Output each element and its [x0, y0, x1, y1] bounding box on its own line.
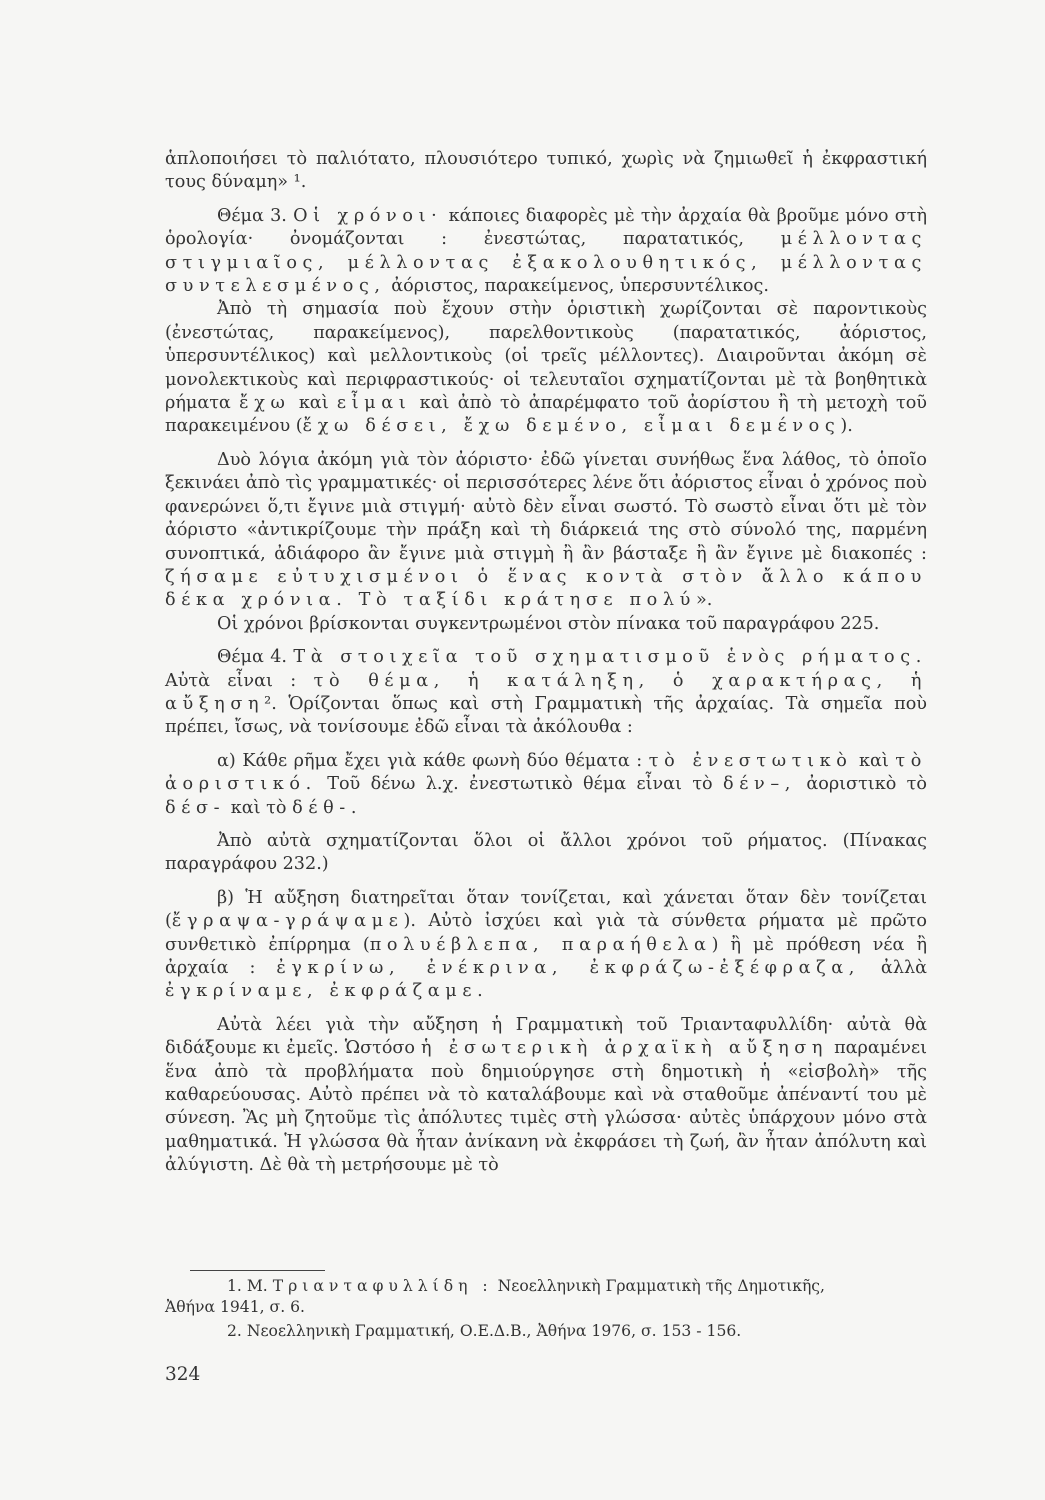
theme-3-label: Θέμα 3.: [217, 205, 294, 226]
text-run: καὶ: [852, 750, 896, 771]
footnote-number: 1. Μ.: [227, 1277, 273, 1295]
text-run: Νεοελληνικὴ Γραμματικὴ τῆς Δημοτικῆς,: [492, 1277, 825, 1295]
spaced-term: ἐγκρίνω, ἐνέκρινα, ἐκφράζω-ἐξέφραζα,: [276, 958, 861, 978]
paragraph-4: [165, 449, 927, 613]
footnote-divider: [190, 1270, 325, 1271]
paragraph-8: Ἀπὸ αὐτὰ σχηματίζονται ὅλοι οἱ ἄλλοι χρόνοι τοῦ ρήματος. (Πίνακας παραγράφου 232.): [165, 830, 927, 875]
spaced-term: ἔγραψα-γράψαμε: [171, 911, 404, 932]
spaced-term: ἔχω δέσει, ἔχω δεμένο, εἶμαι δεμένος: [302, 416, 841, 437]
spaced-term: τὸ ἀοριστικό.: [165, 750, 927, 795]
spaced-term: ζήσαμε εὐτυχισμένοι ὁ ἕνας κοντὰ στὸν ἄλλο κάπου δέκα χρόνια. Τὸ ταξίδι κράτησε πολύ: [165, 566, 927, 611]
footnote-2: 2. Νεοελληνικὴ Γραμματική, Ο.Ε.Δ.Β., Ἀθήνα 1976, σ. 153 - 156.: [227, 1322, 742, 1340]
spaced-term: μέλλοντας στιγμιαῖος, μέλλοντας ἐξακολουθητικός, μέλλοντας συντελεσμένος,: [165, 229, 927, 297]
spaced-term: Τὰ στοιχεῖα τοῦ σχηματισμοῦ ἑνὸς ρήματος.: [293, 647, 927, 668]
paragraph-5: Οἱ χρόνοι βρίσκονται συγκεντρωμένοι στὸν πίνακα τοῦ παραγράφου 225.: [217, 613, 880, 634]
text-run: κάποιες διαφορὲς μὲ τὴν ἀρχαία θὰ βροῦμε μόνο στὴ ὁρολογία· ὀνομάζονται : ἐνεστώτας, παρατατικός,: [165, 205, 927, 250]
text-run: ). Αὐτὸ ἰσχύει καὶ γιὰ τὰ σύνθετα ρήματα μὲ πρῶτο συνθετικὸ ἐπίρρημα (: [165, 911, 927, 955]
spaced-term: πολυέβλεπα, παραήθελα: [369, 934, 712, 955]
spaced-term: δέθ-.: [292, 797, 363, 818]
text-run: .: [477, 981, 483, 1002]
text-run: παραμένει ἕνα ἀπὸ τὰ προβλήματα ποὺ δημιούργησε στὴ δημοτικὴ ἡ «εἰσβολὴ» τῆς καθαρεύουσας. Αὐτὸ πρέπει νὰ τὸ καταλάβουμε καὶ νὰ σταθοῦμε ἀπέναντί του μὲ σύνεση. Ἂς μὴ ζητοῦμε τὶς ἀπόλυτες τιμὲς στὴ γλώσσα· αὐτὲς ὑπάρχουν μόνο στὰ μαθηματικά. Ἡ γλώσσα θὰ ἦταν ἀνίκανη νὰ ἐκφράσει τὴ ζωή, ἂν ἦταν ἀπόλυτη καὶ ἀλύγιστη. Δὲ θὰ τὴ μετρήσουμε μὲ τὸ: [165, 1038, 928, 1176]
spaced-term: τὸ ἐνεστωτικὸ: [648, 750, 853, 771]
text-run: Δυὸ λόγια ἀκόμη γιὰ τὸν ἀόριστο· ἐδῶ γίνεται συνήθως ἕνα λάθος, τὸ ὁποῖο ξεκινάει ἀπὸ τὶς γραμματικές· οἱ περισσότερες λένε ὅτι ἀόριστος εἶναι ὁ χρόνος ποὺ φανερώνει ὅ,τι ἔγινε μιὰ στιγμή· αὐτὸ δὲν εἶναι σωστό. Τὸ σωστὸ εἶναι ὅτι μὲ τὸν ἀόριστο «ἀντικρίζουμε τὴν πράξη καὶ τὴ διάρκειά της στὸ σύνολό της, παρμένη συνοπτικά, ἀδιάφορο ἂν ἔγινε μιὰ στιγμὴ ἢ ἂν βάσταξε ἢ ἂν ἔγινε μὲ διακοπές :: [165, 449, 927, 564]
paragraph-item-a: [165, 750, 927, 820]
text-run: β) Ἡ αὔξηση διατηρεῖται ὅταν τονίζεται, καὶ χάνεται ὅταν δὲν τονίζεται (: [165, 887, 927, 932]
spaced-term: ἔχω: [239, 393, 291, 414]
paragraph-theme-4: [165, 646, 927, 740]
text-run: ».: [695, 590, 713, 611]
spaced-term: ἡ ἐσωτερικὴ ἀρχαϊκὴ αὔξηση: [421, 1038, 829, 1059]
text-run: ἀλλὰ: [860, 958, 927, 978]
text-run: ². Ὁρίζονται ὅπως καὶ στὴ Γραμματικὴ τῆς ἀρχαίας. Τὰ σημεῖα ποὺ πρέπει, ἴσως, νὰ τονίσουμε ἐδῶ εἶναι τὰ ἀκόλουθα :: [165, 693, 927, 738]
page-number: 324: [165, 1364, 201, 1385]
text-run: ἀοριστικὸ τὸ: [795, 774, 927, 795]
spaced-term: ἐγκρίναμε, ἐκφράζαμε: [165, 981, 478, 1002]
paragraph-3: [165, 298, 927, 438]
text-run: ).: [840, 416, 853, 437]
text-run: Αὐτὰ λέει γιὰ τὴν αὔξηση ἡ Γραμματικὴ τοῦ Τριανταφυλλίδη· αὐτὰ θὰ διδάξουμε κι ἐμεῖς. Ὡστόσο: [165, 1014, 927, 1059]
text-run: Τοῦ δένω λ.χ. ἐνεστωτικὸ θέμα εἶναι τὸ: [316, 774, 724, 795]
theme-4-label: Θέμα 4.: [217, 647, 294, 668]
text-run: καὶ ἀπὸ τὸ ἀπαρέμφατο τοῦ ἀορίστου ἢ τὴ μετοχὴ τοῦ παρακειμένου (: [165, 393, 928, 437]
text-run: ) ἢ μὲ πρόθεση νέα ἢ ἀρχαία :: [165, 934, 928, 978]
footnote-1: [165, 1276, 927, 1297]
text-run: Αὐτὰ εἶναι :: [165, 670, 314, 691]
paragraph-theme-3: [165, 205, 927, 299]
text-run: Ἀπὸ τὴ σημασία ποὺ ἔχουν στὴν ὁριστικὴ χωρίζονται σὲ παροντικοὺς (ἐνεστώτας, παρακείμενος), παρελθοντικοὺς (παρατατικός, ἀόριστος, ὑπερσυντέλικος) καὶ μελλοντικοὺς (οἱ τρεῖς μέλλοντες). Διαιροῦνται ἀκόμη σὲ μονολεκτικοὺς καὶ περιφραστικούς· οἱ τελευταῖοι σχηματίζονται μὲ τὰ βοηθητικὰ ρήματα: [165, 299, 927, 414]
text-run: ἀόριστος, παρακείμενος, ὑπερσυντέλικος.: [385, 276, 769, 297]
page-body: [165, 148, 927, 1178]
text-run: καὶ τὸ: [225, 797, 293, 818]
spaced-term: δέσ-: [165, 797, 226, 818]
footnotes: [165, 1276, 927, 1342]
text-run: α) Κάθε ρῆμα ἔχει γιὰ κάθε φωνὴ δύο θέματα :: [217, 750, 649, 771]
spaced-term: εἶμαι: [336, 393, 412, 414]
paragraph-item-b: [165, 887, 927, 1004]
paragraph-1: ἁπλοποιήσει τὸ παλιότατο, πλουσιότερο τυπικό, χωρὶς νὰ ζημιωθεῖ ἡ ἐκφραστική τους δύναμη» ¹.: [165, 149, 927, 193]
paragraph-10: [165, 1014, 927, 1178]
text-run: καὶ: [290, 393, 337, 414]
footnote-1-continuation: Ἀθήνα 1941, σ. 6.: [165, 1298, 305, 1316]
spaced-term: Οἱ χρόνοι·: [293, 205, 443, 226]
spaced-term: δέν–,: [723, 774, 796, 795]
spaced-term: Τριανταφυλλίδη :: [272, 1277, 493, 1295]
spaced-term: τὸ θέμα, ἡ κατάληξη, ὁ χαρακτήρας, ἡ αὔξηση: [165, 670, 927, 714]
